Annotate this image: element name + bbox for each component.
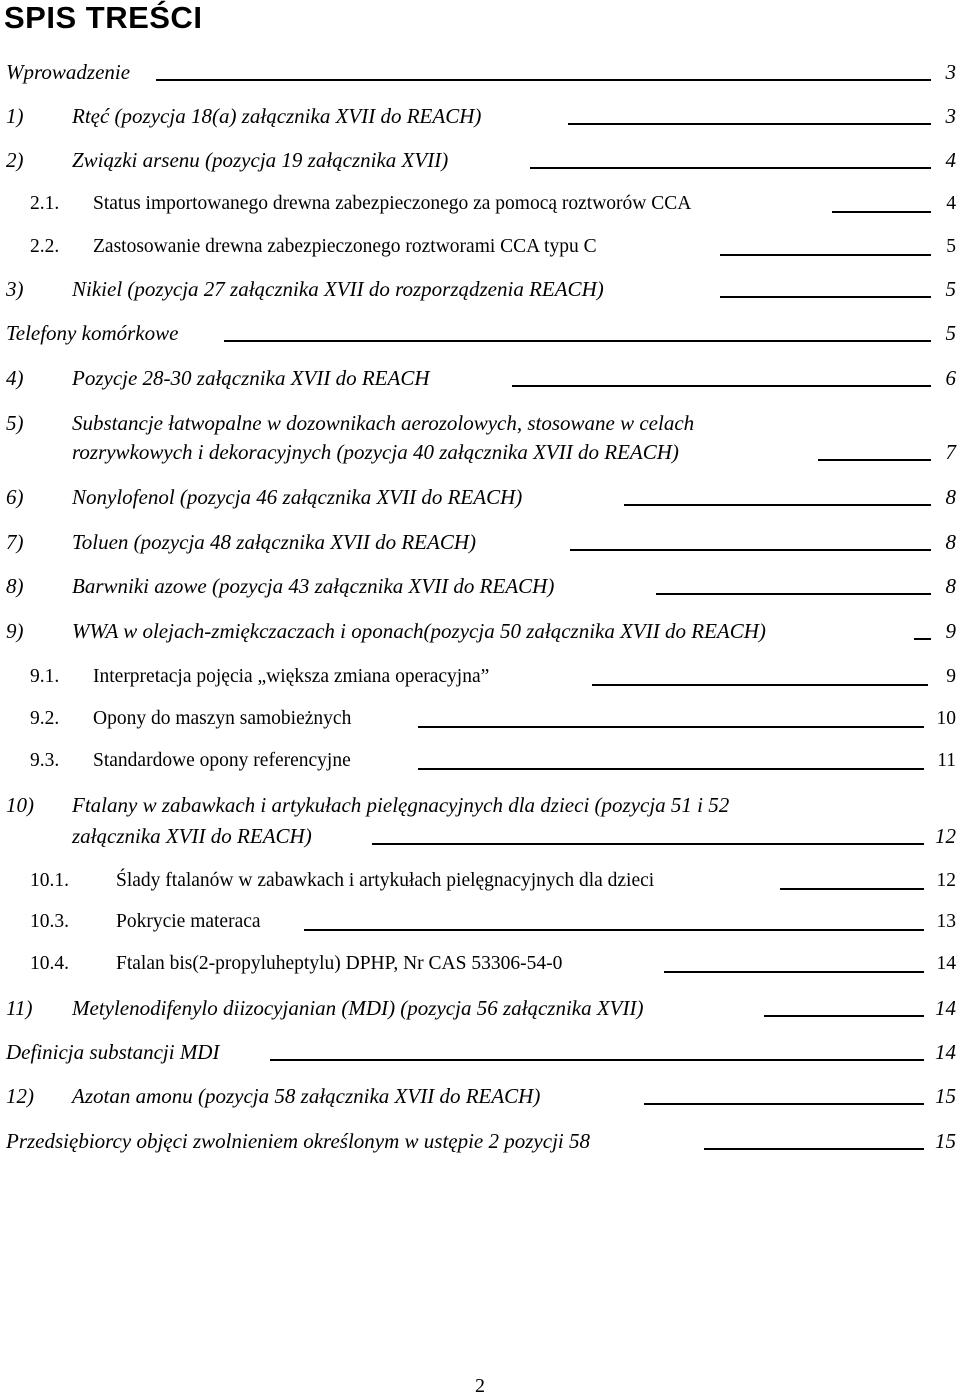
toc-entry-title: Nikiel (pozycja 27 załącznika XVII do rozporządzenia REACH) [72,277,604,301]
toc-entry-number: 1) [6,104,24,128]
toc-entry[interactable] [0,572,960,600]
toc-entry-title: Azotan amonu (pozycja 58 załącznika XVII do REACH) [72,1084,541,1108]
toc-entry-title: Ślady ftalanów w zabawkach i artykułach pielęgnacyjnych dla dzieci [116,870,655,891]
toc-entry-page: 12 [936,870,956,891]
toc-leader-line [818,459,931,461]
toc-entry-title: Telefony komórkowe [6,321,179,345]
toc-entry[interactable] [0,663,960,691]
toc-leader-line [372,843,924,845]
toc-entry-page: 12 [935,824,956,848]
toc-entry[interactable] [0,528,960,556]
toc-entry-page: 6 [945,366,956,390]
toc-entry[interactable] [0,950,960,978]
toc-entry-number: 9.2. [30,708,60,729]
toc-entry-page: 4 [945,148,956,172]
toc-entry-number: 12) [6,1084,34,1108]
toc-entry[interactable] [0,146,960,174]
toc-entry[interactable] [0,233,960,261]
toc-entry-page: 8 [945,485,956,509]
toc-entry-title: Pozycje 28-30 załącznika XVII do REACH [72,366,430,390]
toc-entry-number: 9) [6,619,24,643]
toc-entry-title: Toluen (pozycja 48 załącznika XVII do REACH) [72,530,476,554]
toc-entry[interactable] [0,867,960,895]
toc-entry-page: 14 [935,1040,956,1064]
toc-leader-line [592,684,928,686]
toc-entry-title: Metylenodifenylo diizocyjanian (MDI) (pozycja 56 załącznika XVII) [72,996,644,1020]
toc-leader-line [156,79,931,81]
toc-entry-title: WWA w olejach-zmiękczaczach i oponach(pozycja 50 załącznika XVII do REACH) [72,619,766,643]
toc-entry-number: 2) [6,148,24,172]
toc-entry-title: Pokrycie materaca [116,911,261,932]
toc-entry[interactable] [0,994,960,1022]
toc-entry-page: 9 [945,619,956,643]
toc-entry[interactable] [0,190,960,218]
toc-leader-line [512,385,931,387]
toc-entry[interactable] [0,747,960,775]
toc-entry[interactable] [0,908,960,936]
toc-entry[interactable] [0,319,960,347]
toc-leader-line [720,254,931,256]
toc-entry-page: 5 [945,277,956,301]
toc-entry[interactable] [0,58,960,86]
toc-entry-number: 9.3. [30,750,60,771]
toc-leader-line [418,726,924,728]
toc-entry-page: 3 [945,104,956,128]
toc-leader-line [704,1148,924,1150]
toc-entry[interactable] [0,1038,960,1066]
toc-entry-title: Opony do maszyn samobieżnych [93,708,352,729]
toc-entry[interactable] [0,617,960,645]
toc-entry-title: Ftalan bis(2-propyluheptylu) DPHP, Nr CAS 53306-54-0 [116,953,563,974]
toc-entry[interactable] [0,1082,960,1110]
toc-heading: SPIS TREŚCI [4,0,203,35]
toc-leader-line [418,768,924,770]
toc-entry-title: Nonylofenol (pozycja 46 załącznika XVII do REACH) [72,485,523,509]
toc-leader-line [720,296,931,298]
toc-entry-page: 4 [946,193,956,214]
toc-entry-page: 3 [945,60,956,84]
toc-entry[interactable] [0,1127,960,1155]
toc-leader-line [570,549,931,551]
toc-entry-number: 10.3. [30,911,69,932]
toc-entry-page: 11 [937,750,956,771]
toc-entry-title: Związki arsenu (pozycja 19 załącznika XVII) [72,148,449,172]
toc-entry-number: 5) [6,411,24,435]
toc-entry-number: 7) [6,530,24,554]
toc-entry-number: 10) [6,793,34,817]
toc-leader-line [270,1059,924,1061]
toc-entry-title: Wprowadzenie [6,60,131,84]
toc-entry-title: Ftalany w zabawkach i artykułach pielęgnacyjnych dla dzieci (pozycja 51 i 52 [72,793,730,817]
toc-entry-number: 4) [6,366,24,390]
toc-entry-number: 10.1. [30,870,69,891]
toc-entry-page: 14 [935,996,956,1020]
toc-entry[interactable] [0,409,960,464]
toc-entry-page: 10 [936,708,956,729]
toc-leader-line [644,1103,924,1105]
toc-leader-line [568,123,931,125]
toc-entry-title: Interpretacja pojęcia „większa zmiana operacyjna” [93,666,490,687]
toc-entry-number: 2.2. [30,236,60,257]
page-number: 2 [475,1375,485,1397]
toc-entry-page: 5 [945,321,956,345]
toc-entry-page: 13 [936,911,956,932]
toc-entry-number: 10.4. [30,953,69,974]
toc-entry-number: 3) [6,277,24,301]
toc-entry-number: 8) [6,574,24,598]
toc-entry[interactable] [0,483,960,511]
toc-entry-number: 2.1. [30,193,60,214]
toc-entry[interactable] [0,364,960,392]
toc-leader-line [832,211,931,213]
toc-leader-line [304,929,924,931]
toc-entry-title-continued: rozrywkowych i dekoracyjnych (pozycja 40 załącznika XVII do REACH) [72,440,679,464]
toc-entry-title: Standardowe opony referencyjne [93,750,351,771]
toc-entry-page: 15 [935,1084,956,1108]
toc-entry[interactable] [0,705,960,733]
toc-entry-page: 8 [945,530,956,554]
toc-entry[interactable] [0,102,960,130]
toc-entry-title: Przedsiębiorcy objęci zwolnieniem określonym w ustępie 2 pozycji 58 [6,1129,590,1153]
toc-leader-line [224,340,931,342]
toc-entry-title: Barwniki azowe (pozycja 43 załącznika XVII do REACH) [72,574,555,598]
toc-entry[interactable] [0,791,960,848]
toc-entry-page: 5 [946,236,956,257]
toc-entry[interactable] [0,275,960,303]
toc-entry-title: Substancje łatwopalne w dozownikach aerozolowych, stosowane w celach [72,411,695,435]
toc-entry-title-continued: załącznika XVII do REACH) [72,824,312,848]
toc-entry-page: 8 [945,574,956,598]
toc-leader-line [764,1015,924,1017]
toc-leader-line [914,638,931,640]
toc-entry-title: Zastosowanie drewna zabezpieczonego roztworami CCA typu C [93,236,597,257]
toc-leader-line [530,167,931,169]
toc-entry-number: 11) [6,996,33,1020]
toc-entry-page: 9 [946,666,956,687]
toc-entry-page: 15 [935,1129,956,1153]
toc-entry-number: 6) [6,485,24,509]
toc-leader-line [656,593,931,595]
toc-entry-number: 9.1. [30,666,60,687]
toc-entry-page: 14 [936,953,956,974]
toc-entry-title: Rtęć (pozycja 18(a) załącznika XVII do REACH) [72,104,482,128]
toc-leader-line [624,504,931,506]
toc-leader-line [780,888,924,890]
toc-entry-title: Status importowanego drewna zabezpieczonego za pomocą roztworów CCA [93,193,692,214]
toc-entry-page: 7 [945,440,956,464]
toc-leader-line [664,971,924,973]
toc-entry-title: Definicja substancji MDI [6,1040,220,1064]
